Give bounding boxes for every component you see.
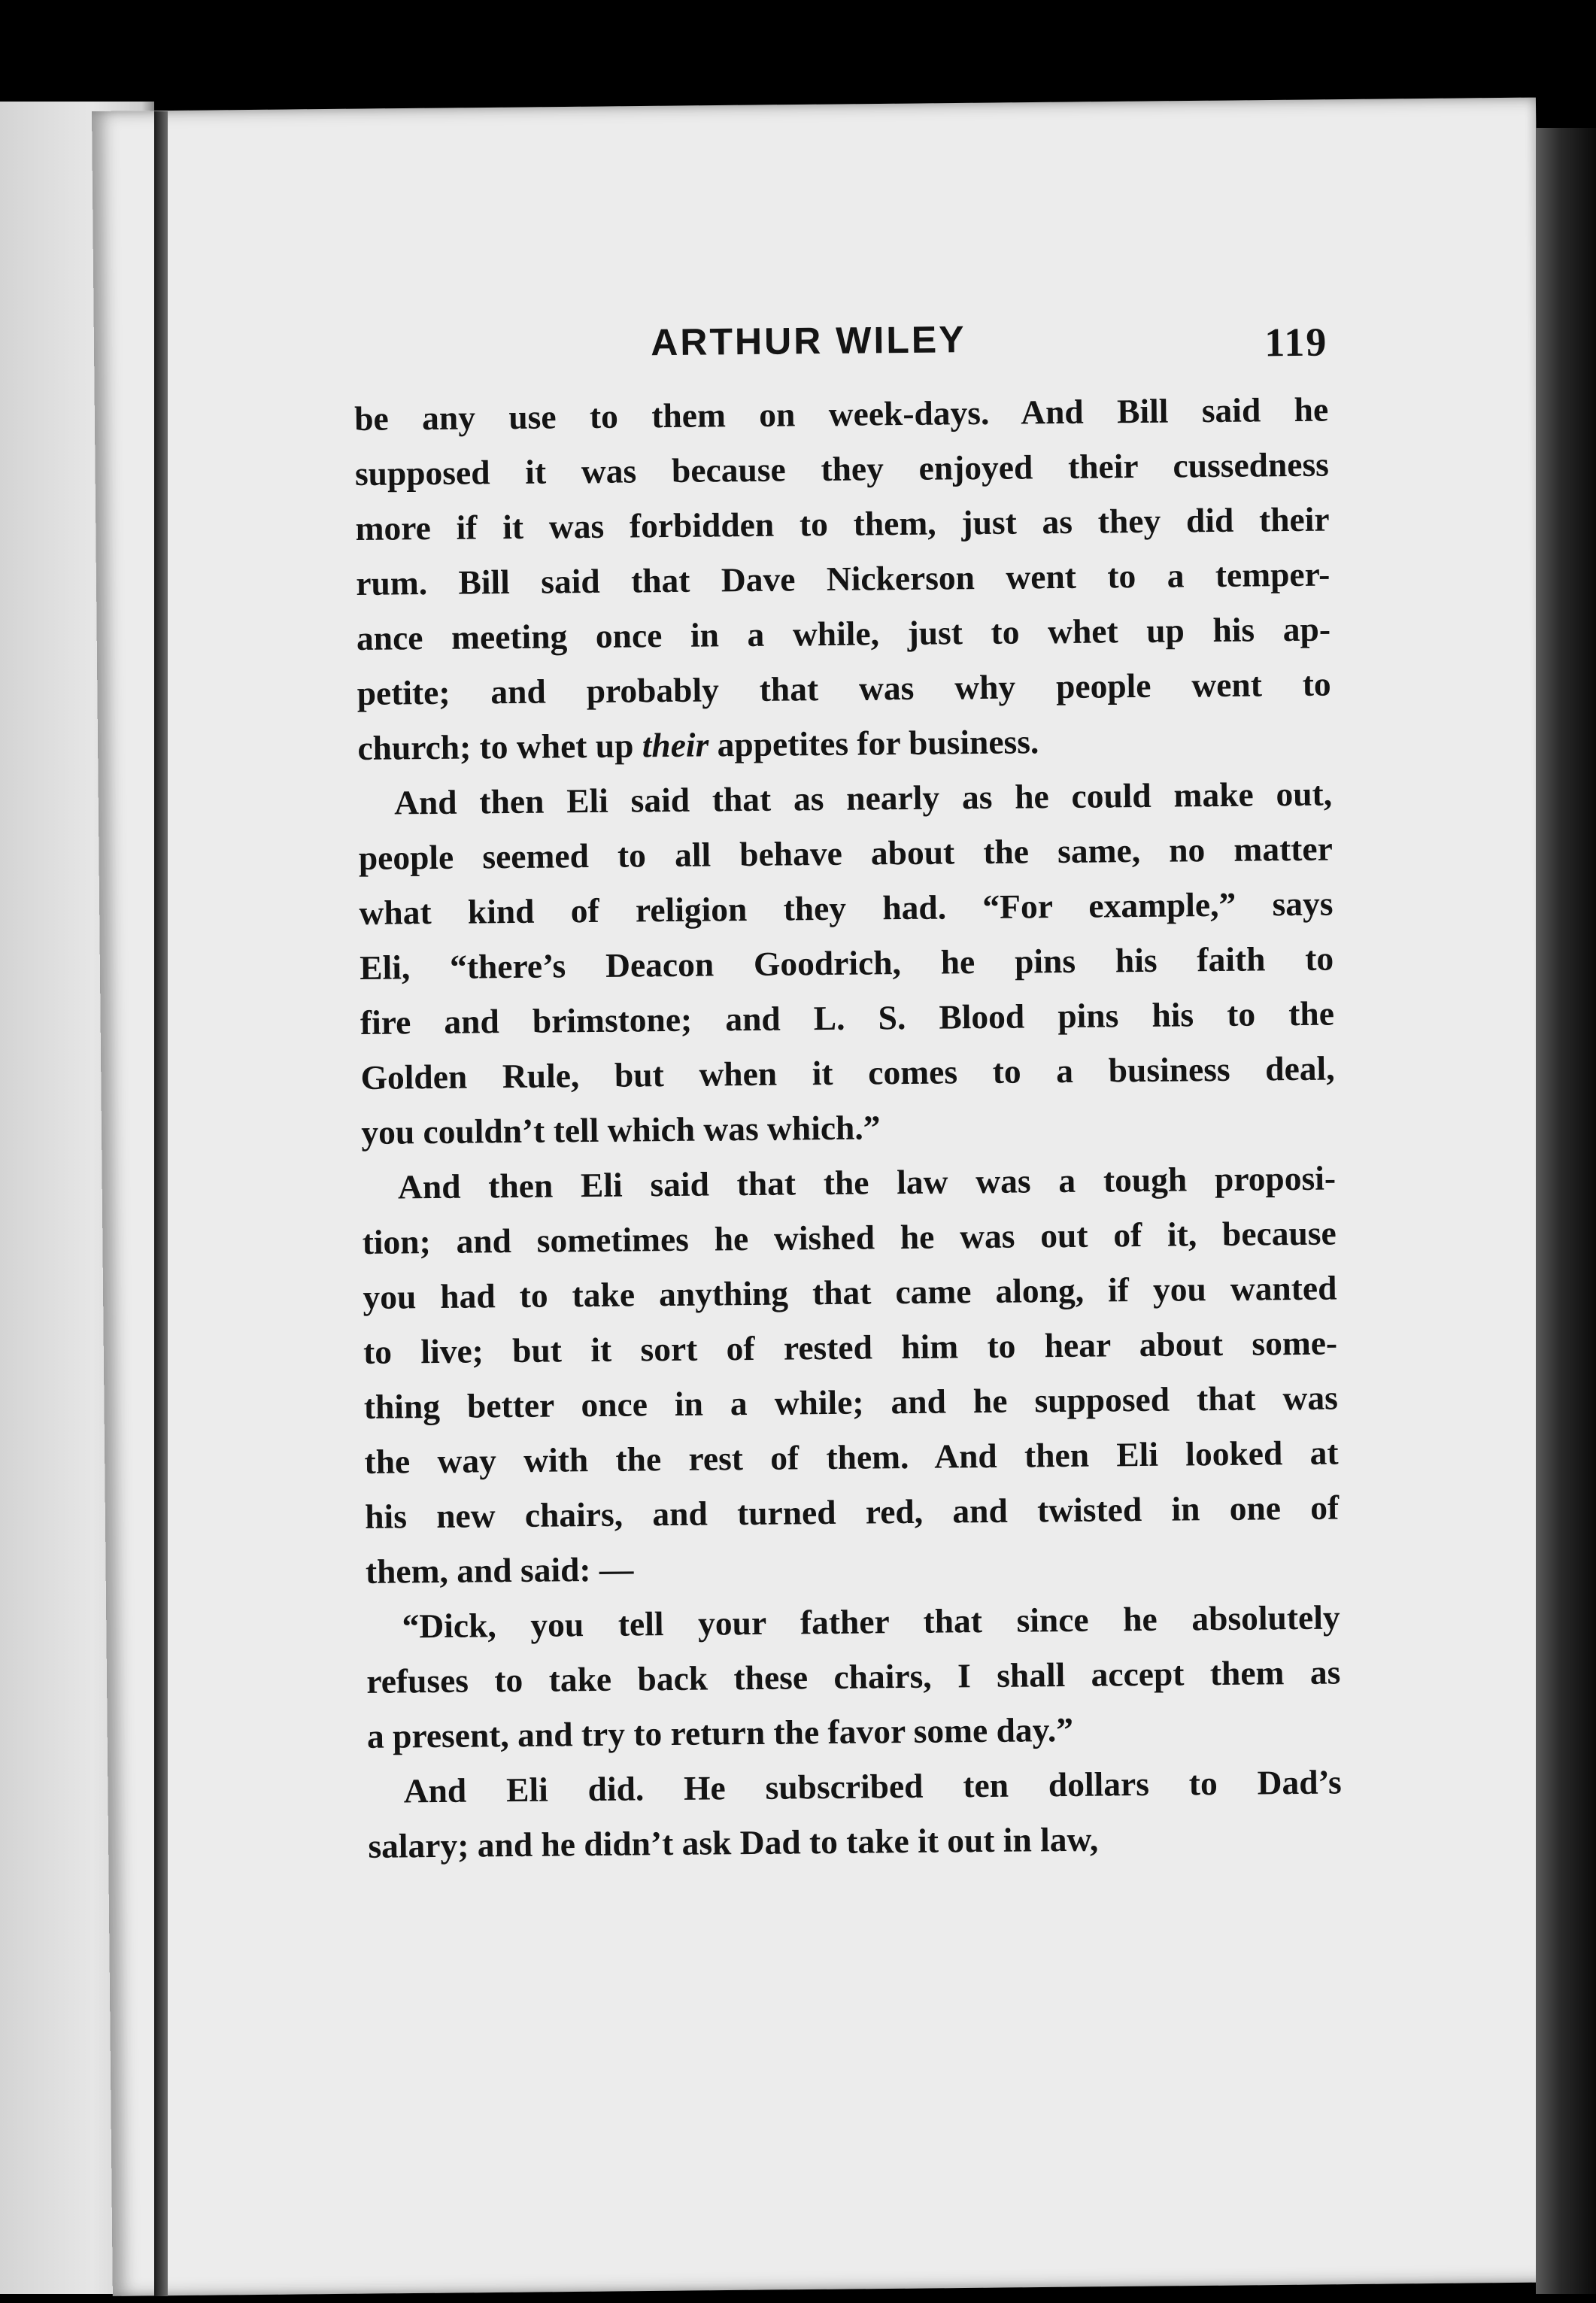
- text-line: be any use to them on week-days. And Bill said he: [353, 390, 1329, 438]
- page-stack-edge: [1536, 128, 1596, 2294]
- text-line: them, and said: —: [365, 1549, 634, 1591]
- paragraph: [362, 1151, 1340, 1599]
- text-line: more if it was forbidden to them, just as they did their: [355, 499, 1330, 548]
- text-line: fire and brimstone; and L. S. Blood pins his to the: [360, 994, 1335, 1042]
- text-line: people seemed to all behave about the same, no matter: [358, 829, 1334, 877]
- text-run: church; to whet up: [357, 726, 643, 767]
- italic-word: their: [642, 725, 709, 765]
- text-line: what kind of religion they had. “For example,” says: [359, 884, 1334, 932]
- paragraph: [358, 766, 1336, 1160]
- text-line: [357, 712, 1332, 775]
- text-line: you couldn’t tell which was which.”: [361, 1108, 881, 1152]
- body-text: [354, 382, 1343, 1874]
- text-line: salary; and he didn’t ask Dad to take it out in law,: [368, 1819, 1099, 1865]
- page-gutter: [154, 111, 168, 2296]
- text-line: And Eli did. He subscribed ten dollars to Dad’s: [403, 1762, 1342, 1810]
- paragraph: [366, 1589, 1341, 1763]
- text-line: supposed it was because they enjoyed their cussedness: [354, 445, 1330, 493]
- text-line: you had to take anything that came along, if you wanted: [363, 1268, 1337, 1316]
- text-line: And then Eli said that as nearly as he could make out,: [393, 774, 1333, 822]
- text-line: “Dick, you tell your father that since he absolutely: [402, 1598, 1340, 1646]
- text-line: the way with the rest of them. And then Eli looked at: [364, 1433, 1339, 1481]
- text-run: appetites for business.: [708, 722, 1039, 764]
- page-text: [353, 314, 1343, 1874]
- text-line: petite; and probably that was why people went to: [357, 664, 1331, 712]
- text-line: tion; and sometimes he wished he was out of it, because: [362, 1213, 1337, 1261]
- text-line: Golden Rule, but when it comes to a business deal,: [360, 1048, 1335, 1097]
- page-number: 119: [1264, 319, 1328, 366]
- paragraph: [354, 382, 1332, 775]
- text-line: And then Eli said that the law was a tough proposi-: [397, 1158, 1337, 1206]
- text-line: refuses to take back these chairs, I shall accept them as: [366, 1652, 1341, 1701]
- text-line: a present, and try to return the favor some day.”: [366, 1710, 1074, 1755]
- paragraph: [367, 1754, 1342, 1873]
- running-head-title: ARTHUR WILEY: [650, 318, 966, 364]
- text-line: thing better once in a while; and he supposed that was: [363, 1378, 1339, 1426]
- text-line: ance meeting once in a while, just to whet up his ap-: [356, 609, 1331, 657]
- running-head: [353, 314, 1328, 391]
- text-line: Eli, “there’s Deacon Goodrich, he pins his faith to: [359, 939, 1334, 987]
- text-line: rum. Bill said that Dave Nickerson went to a temper-: [356, 554, 1331, 602]
- text-line: his new chairs, and turned red, and twisted in one of: [364, 1488, 1340, 1536]
- text-line: to live; but it sort of rested him to hear about some-: [363, 1323, 1338, 1371]
